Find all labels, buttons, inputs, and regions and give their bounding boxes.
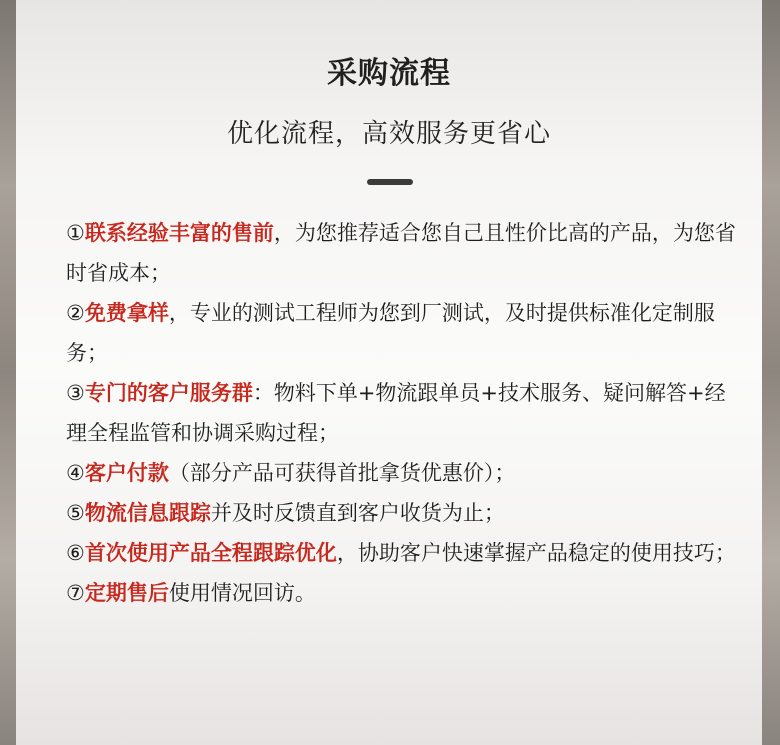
process-step-4 bbox=[66, 453, 736, 493]
process-step-6 bbox=[66, 533, 736, 573]
step-text: ：物料下单+物流跟单员+技术服务、疑问解答+经理全程监管和协调采购过程； bbox=[66, 381, 726, 445]
step-number: ① bbox=[66, 221, 85, 245]
step-number: ③ bbox=[66, 381, 85, 405]
step-number: ⑤ bbox=[66, 501, 85, 525]
process-step-7 bbox=[66, 573, 736, 613]
process-step-3 bbox=[66, 373, 736, 453]
process-card bbox=[16, 0, 762, 745]
process-steps-list bbox=[66, 213, 736, 613]
step-highlight: 物流信息跟踪 bbox=[84, 501, 211, 525]
step-highlight: 客户付款 bbox=[84, 461, 169, 485]
step-text: 并及时反馈直到客户收货为止； bbox=[210, 501, 505, 525]
step-number: ② bbox=[66, 301, 85, 325]
step-highlight: 免费拿样 bbox=[84, 301, 169, 325]
page-title: 采购流程 bbox=[327, 56, 451, 91]
process-step-1 bbox=[66, 213, 736, 293]
step-text: （部分产品可获得首批拿货优惠价）； bbox=[168, 461, 516, 485]
step-text: ，为您推荐适合您自己且性价比高的产品，为您省时省成本； bbox=[66, 221, 736, 285]
step-text: 使用情况回访。 bbox=[168, 581, 316, 605]
step-highlight: 专门的客户服务群 bbox=[84, 381, 253, 405]
step-number: ⑦ bbox=[66, 581, 85, 605]
step-highlight: 定期售后 bbox=[84, 581, 169, 605]
step-number: ④ bbox=[66, 461, 85, 485]
process-step-5 bbox=[66, 493, 736, 533]
background-photo-right bbox=[762, 0, 780, 745]
step-text: ，协助客户快速掌握产品稳定的使用技巧； bbox=[336, 541, 736, 565]
step-highlight: 联系经验丰富的售前 bbox=[84, 221, 274, 245]
page-subtitle: 优化流程，高效服务更省心 bbox=[226, 119, 551, 149]
step-number: ⑥ bbox=[66, 541, 85, 565]
step-highlight: 首次使用产品全程跟踪优化 bbox=[84, 541, 337, 565]
title-divider bbox=[367, 179, 413, 185]
step-text: ，专业的测试工程师为您到厂测试，及时提供标准化定制服务； bbox=[66, 301, 715, 365]
background-photo-left bbox=[0, 0, 16, 745]
process-step-2 bbox=[66, 293, 736, 373]
